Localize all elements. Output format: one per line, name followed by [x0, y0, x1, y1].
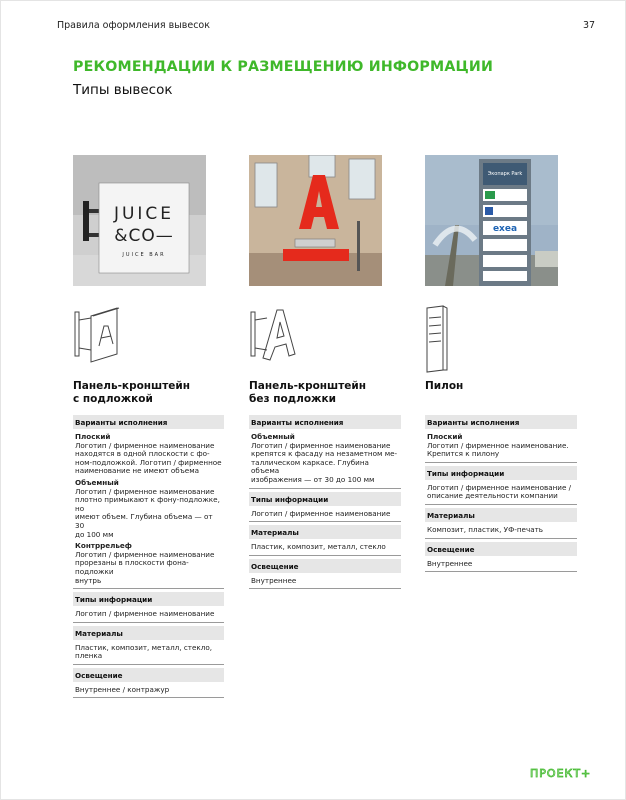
info-line: Логотип / фирменное наименование	[75, 609, 215, 619]
document-title: Правила оформления вывесок	[57, 20, 210, 31]
info-types-header: Типы информации	[425, 466, 577, 480]
materials-header: Материалы	[73, 626, 224, 640]
info-types-header: Типы информации	[73, 592, 224, 606]
variant-line: Логотип / фирменное наименование	[75, 486, 215, 496]
photo-pylon	[425, 155, 558, 286]
pylon-exea-text: exea	[492, 224, 518, 234]
lighting-header: Освещение	[73, 668, 224, 682]
lighting-body	[425, 560, 577, 573]
variant-line: наименование не имеют объема	[75, 466, 200, 476]
info-line: Логотип / фирменное наименование /	[427, 482, 572, 492]
juice-sign-line1: JUICE	[113, 204, 175, 224]
footer-logo	[530, 765, 596, 784]
variant-line: прорезаны в плоскости фона-подложки	[75, 558, 189, 576]
column-title-line: Панель-кронштейн	[73, 380, 191, 392]
column-title-line: Панель-кронштейн	[249, 380, 367, 392]
materials-body	[249, 543, 401, 556]
photo-panel-bracket-without-backing	[249, 155, 382, 286]
alfa-sign-photo	[249, 155, 382, 286]
info-line: Логотип / фирменное наименование	[251, 508, 391, 518]
variant-title: Объемный	[251, 432, 295, 441]
pylon-top-text: Экопарк Park	[487, 171, 523, 177]
lighting-line: Внутреннее	[251, 575, 297, 585]
materials-line: Пластик, композит, металл, стекло,	[75, 642, 213, 652]
variant-line: Логотип / фирменное наименование	[251, 440, 391, 450]
spec-table-2	[249, 415, 401, 592]
materials-body	[73, 644, 224, 665]
variant-item	[75, 542, 222, 585]
column-title-2	[249, 380, 366, 406]
column-title-line: без подложки	[249, 393, 336, 405]
variant-item	[75, 479, 222, 539]
variant-line: плотно примыкают к фону-подложке, но	[75, 495, 220, 513]
materials-body	[425, 526, 577, 539]
column-title-1	[73, 380, 190, 406]
lighting-body	[73, 686, 224, 699]
spec-table-3	[425, 415, 577, 575]
column-title-3	[425, 380, 463, 393]
info-types-body	[249, 510, 401, 523]
materials-line: Пластик, композит, металл, стекло	[251, 542, 386, 552]
page-number: 37	[583, 20, 596, 31]
variant-item	[251, 433, 399, 485]
column-title-line: с подложкой	[73, 393, 153, 405]
materials-line: пленка	[75, 651, 103, 661]
diagram-panel-bracket-with-backing	[73, 304, 123, 364]
variant-line: таллическом каркасе. Глубина объема	[251, 457, 369, 476]
juice-sign-line3: JUICE BAR	[122, 252, 166, 258]
variants-header: Варианты исполнения	[73, 415, 224, 429]
variant-item	[75, 433, 222, 476]
materials-line: Композит, пластик, УФ-печать	[427, 524, 544, 534]
variant-line: Логотип / фирменное наименование.	[427, 440, 569, 450]
info-types-body	[425, 484, 577, 505]
variant-title: Контррельеф	[75, 541, 132, 551]
variant-item	[427, 433, 575, 459]
variant-line: до 100 мм	[75, 529, 114, 539]
page-title: РЕКОМЕНДАЦИИ К РАЗМЕЩЕНИЮ ИНФОРМАЦИИ	[73, 59, 494, 75]
variant-title: Плоский	[75, 432, 111, 441]
pylon-photo	[425, 155, 558, 286]
diagram-panel-bracket-without-backing	[249, 304, 299, 364]
lighting-line: Внутреннее	[427, 558, 473, 568]
variant-title: Объемный	[75, 477, 119, 487]
variant-line: имеют объем. Глубина объема — от 30	[75, 512, 213, 530]
materials-header: Материалы	[249, 525, 401, 539]
page-subtitle: Типы вывесок	[73, 82, 173, 98]
variant-line: ном-подложкой. Логотип / фирменное	[75, 457, 222, 467]
column-title-line: Пилон	[425, 380, 464, 392]
info-line: описание деятельности компании	[427, 491, 558, 501]
variants-body	[73, 433, 224, 589]
materials-header: Материалы	[425, 508, 577, 522]
variant-line: внутрь	[75, 575, 102, 585]
logo-text: ПРОЕКТ+	[530, 767, 592, 780]
variants-header: Варианты исполнения	[249, 415, 401, 429]
variant-title: Плоский	[427, 432, 463, 441]
info-types-body	[73, 610, 224, 623]
variant-line: крепятся к фасаду на незаметном ме-	[251, 449, 398, 459]
lighting-header: Освещение	[249, 559, 401, 573]
variant-line: находятся в одной плоскости с фо-	[75, 449, 210, 459]
variants-header: Варианты исполнения	[425, 415, 577, 429]
variant-line: изображения — от 30 до 100 мм	[251, 474, 375, 484]
diagram-pylon	[425, 304, 455, 374]
variants-body	[249, 433, 401, 489]
lighting-header: Освещение	[425, 542, 577, 556]
lighting-line: Внутреннее / контражур	[75, 684, 170, 694]
variant-line: Логотип / фирменное наименование	[75, 549, 215, 559]
info-types-header: Типы информации	[249, 492, 401, 506]
proekt-plus-logo	[530, 766, 596, 780]
spec-table-1	[73, 415, 224, 701]
variant-line: Крепится к пилону	[427, 449, 500, 459]
photo-panel-bracket-with-backing	[73, 155, 206, 286]
variants-body	[425, 433, 577, 463]
juice-sign-photo	[73, 155, 206, 286]
juice-sign-line2: &CO—	[114, 226, 174, 246]
variant-line: Логотип / фирменное наименование	[75, 440, 215, 450]
lighting-body	[249, 577, 401, 590]
